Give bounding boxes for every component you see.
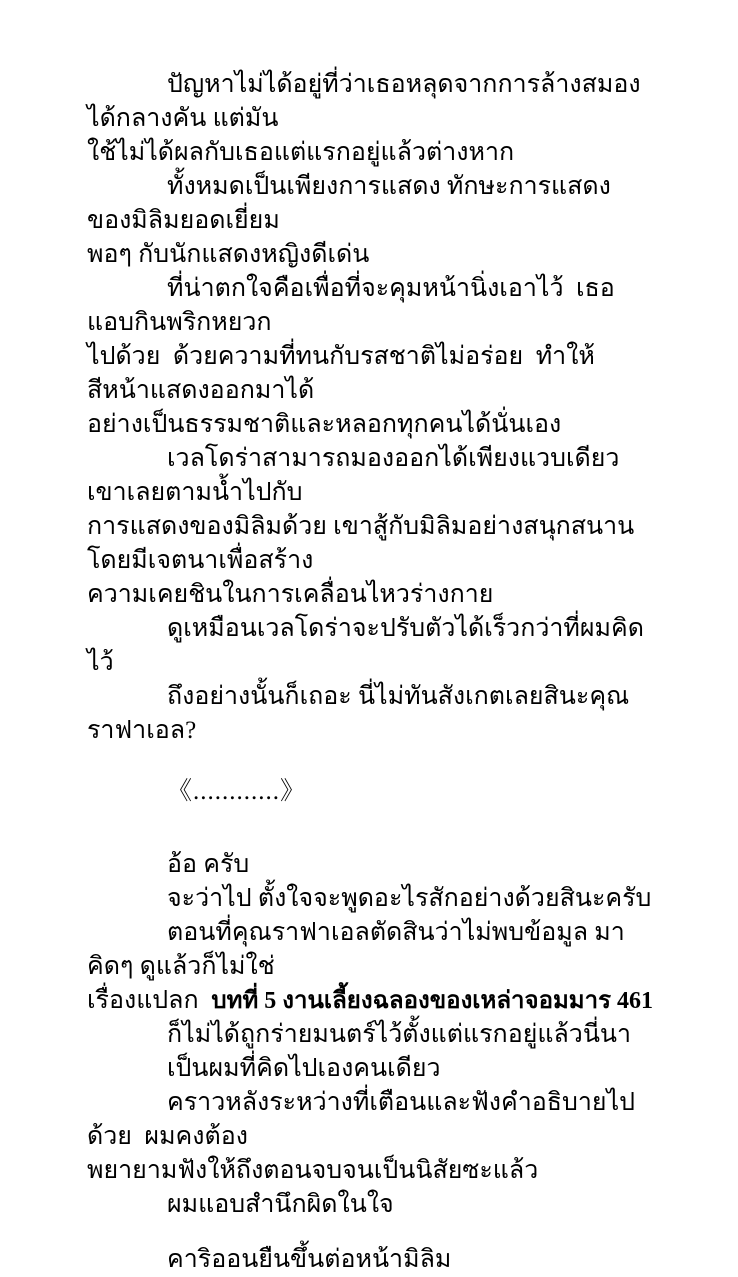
paragraph	[87, 1086, 652, 1188]
paragraph	[87, 1188, 652, 1222]
text-line: พยายามฟังให้ถึงตอนจบจนเป็นนิสัยซะแล้ว	[87, 1157, 539, 1184]
text-line: ตอนที่คุณราฟาเอลตัดสินว่าไม่พบข้อมูล มาคิดๆ ดูแล้วก็ไม่ใช่	[87, 919, 625, 980]
paragraph	[87, 848, 652, 882]
text-line: คราวหลังระหว่างที่เตือนและฟังคำอธิบายไปด้วย ผมคงต้อง	[87, 1089, 636, 1150]
text-line: ผมแอบสำนึกผิดในใจ	[167, 1191, 394, 1218]
text-line: พอๆ กับนักแสดงหญิงดีเด่น	[87, 241, 370, 268]
paragraph	[87, 882, 652, 916]
text-line: เรื่องแปลก	[87, 987, 199, 1014]
text-line: ที่น่าตกใจคือเพื่อที่จะคุมหน้านิ่งเอาไว้ เธอแอบกินพริกหยวก	[87, 275, 615, 336]
paragraph	[87, 1243, 652, 1277]
blank-line	[87, 748, 652, 775]
text-line: 《............》	[167, 778, 307, 805]
paragraph	[87, 680, 652, 748]
text-line: ไปด้วย ด้วยความที่ทนกับรสชาติไม่อร่อย ทำให้สีหน้าแสดงออกมาได้	[87, 343, 595, 404]
blank-line	[87, 809, 652, 848]
text-line: การแสดงของมิลิมด้วย เขาสู้กับมิลิมอย่างสนุกสนานโดยมีเจตนาเพื่อสร้าง	[87, 513, 635, 574]
text-line: อ้อ ครับ	[167, 851, 250, 878]
blank-line	[87, 1222, 652, 1243]
text-line: เวลโดร่าสามารถมองออกได้เพียงแวบเดียว เขาเลยตามน้ำไปกับ	[87, 445, 626, 506]
text-line: จะว่าไป ตั้งใจจะพูดอะไรสักอย่างด้วยสินะครับ	[167, 885, 652, 912]
paragraph	[87, 272, 652, 442]
paragraph	[87, 442, 652, 612]
text-line: ปัญหาไม่ได้อยู่ที่ว่าเธอหลุดจากการล้างสมองได้กลางคัน แต่มัน	[87, 71, 641, 132]
text-line: คาริออนยืนขึ้นต่อหน้ามิลิม	[167, 1246, 452, 1273]
text-line: ถึงอย่างนั้นก็เถอะ นี่ไม่ทันสังเกตเลยสินะคุณราฟาเอล?	[87, 683, 630, 744]
text-line: ดูเหมือนเวลโดร่าจะปรับตัวได้เร็วกว่าที่ผมคิดไว้	[87, 615, 644, 676]
text-line: อย่างเป็นธรรมชาติและหลอกทุกคนได้นั่นเอง	[87, 411, 562, 438]
paragraph	[87, 68, 652, 170]
paragraph	[87, 1052, 652, 1086]
paragraph	[87, 612, 652, 680]
chapter-footer-text: บทที่ 5 งานเลี้ยงฉลองของเหล่าจอมมาร 461	[211, 988, 653, 1014]
page-body	[87, 68, 652, 1277]
text-line: ความเคยชินในการเคลื่อนไหวร่างกาย	[87, 581, 494, 608]
text-line: เป็นผมที่คิดไปเองคนเดียว	[167, 1055, 441, 1082]
text-line: ใช้ไม่ได้ผลกับเธอแต่แรกอยู่แล้วต่างหาก	[87, 139, 515, 166]
text-line: ทั้งหมดเป็นเพียงการแสดง ทักษะการแสดงของมิลิมยอดเยี่ยม	[87, 173, 611, 234]
text-line: ก็ไม่ได้ถูกร่ายมนตร์ไว้ตั้งแต่แรกอยู่แล้วนี่นา	[167, 1021, 632, 1048]
chapter-footer	[87, 950, 653, 1052]
quote-divider	[87, 775, 652, 809]
paragraph	[87, 170, 652, 272]
